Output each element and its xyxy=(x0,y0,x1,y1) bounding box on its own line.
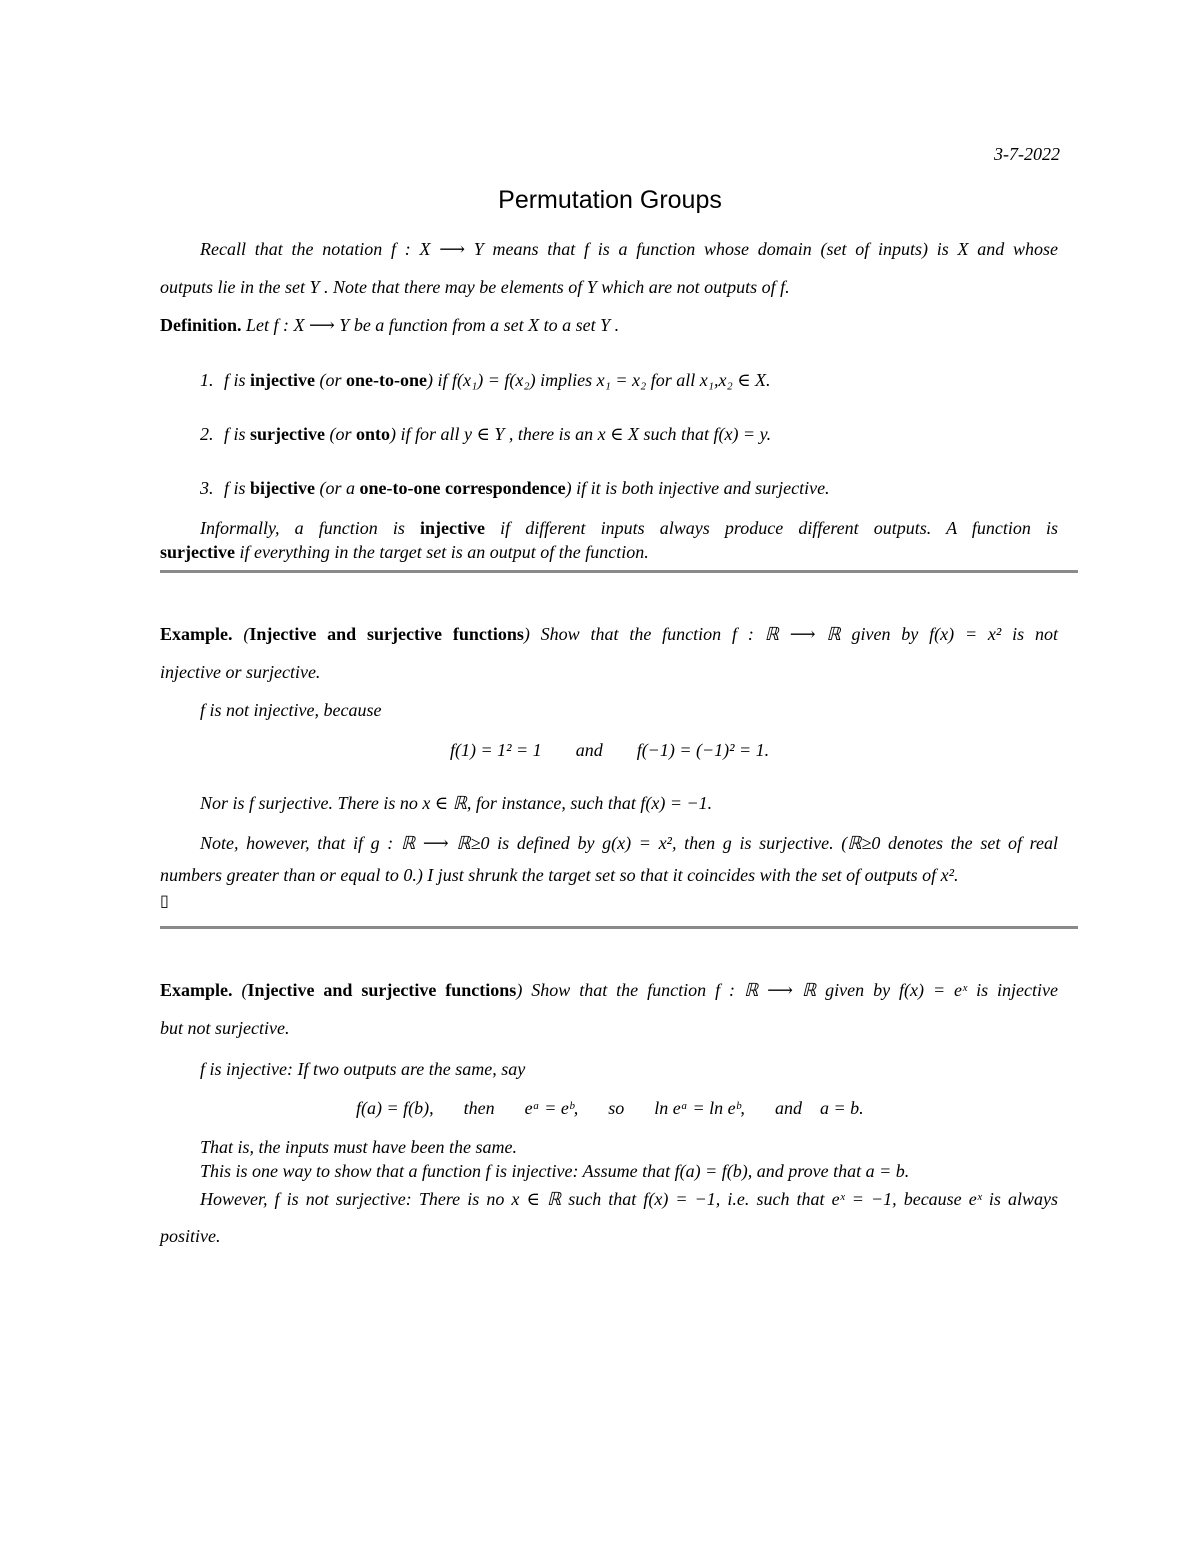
item-term: one-to-one xyxy=(345,370,427,390)
item-text: ) if it is both injective and surjective. xyxy=(565,478,830,498)
equation-part: and xyxy=(575,740,603,760)
item-text: ) if f(x₁) = f(x₂) implies x₁ = x₂ for all x₁,x₂ ∈ X. xyxy=(426,370,771,390)
informal-term: surjective xyxy=(160,542,235,562)
item-text: f is xyxy=(224,370,251,390)
example-text: ( xyxy=(232,624,250,644)
example-text: ) Show that the function f : ℝ ⟶ ℝ given by f(x) = eˣ is injective xyxy=(516,980,1058,1000)
list-item xyxy=(200,369,771,391)
example-1-line-3: f is not injective, because xyxy=(200,700,382,720)
example-1-line-6: Note, however, that if g : ℝ ⟶ ℝ≥0 is defined by g(x) = x², then g is surjective. (ℝ≥0 denotes the set of real xyxy=(200,833,1058,853)
item-number: 1. xyxy=(200,370,214,390)
example-topic: Injective and surjective functions xyxy=(247,980,517,1000)
example-1-line-5: Nor is f surjective. There is no x ∈ ℝ, for instance, such that f(x) = −1. xyxy=(200,793,713,813)
item-text: f is xyxy=(224,478,251,498)
section-divider xyxy=(160,570,1078,573)
definition xyxy=(160,314,619,336)
item-number: 2. xyxy=(200,424,214,444)
item-term: bijective xyxy=(250,478,315,498)
example-1-heading xyxy=(160,623,1058,645)
example-1-line-2: injective or surjective. xyxy=(160,662,321,682)
definition-label: Definition. xyxy=(160,315,242,335)
example-2-line-2: but not surjective. xyxy=(160,1018,290,1038)
equation-part: then xyxy=(463,1098,495,1118)
example-2-line-3: f is injective: If two outputs are the same, say xyxy=(200,1059,526,1079)
page-title: Permutation Groups xyxy=(498,186,722,214)
example-2-line-6: This is one way to show that a function f is injective: Assume that f(a) = f(b), and prove that a = b. xyxy=(200,1161,910,1181)
item-text: ) if for all y ∈ Y , there is an x ∈ X such that f(x) = y. xyxy=(390,424,772,444)
informal-line-1 xyxy=(200,517,1058,539)
example-text: ( xyxy=(232,980,248,1000)
equation-part: a = b. xyxy=(819,1098,864,1118)
equation-part: f(1) = 1² = 1 xyxy=(450,740,542,760)
item-term: one-to-one correspondence xyxy=(359,478,566,498)
example-2-heading xyxy=(160,979,1058,1001)
list-item xyxy=(200,423,771,445)
example-1-line-7: numbers greater than or equal to 0.) I just shrunk the target set so that it coincides with the set of outputs of x². xyxy=(160,865,959,885)
intro-line-1: Recall that the notation f : X ⟶ Y means that f is a function whose domain (set of inputs) is X and whose xyxy=(200,239,1058,259)
informal-text: if different inputs always produce different outputs. A function is xyxy=(484,518,1058,538)
example-1-equation xyxy=(450,739,769,761)
item-text: f is xyxy=(224,424,251,444)
equation-part: and xyxy=(774,1098,802,1118)
example-2-line-7: However, f is not surjective: There is no x ∈ ℝ such that f(x) = −1, i.e. such that eˣ = −1, because eˣ is always xyxy=(200,1189,1058,1209)
section-divider xyxy=(160,926,1078,929)
definition-text: Let f : X ⟶ Y be a function from a set X to a set Y . xyxy=(241,315,620,335)
intro-line-2: outputs lie in the set Y . Note that there may be elements of Y which are not outputs of f. xyxy=(160,277,790,297)
example-text: ) Show that the function f : ℝ ⟶ ℝ given by f(x) = x² is not xyxy=(523,624,1058,644)
example-topic: Injective and surjective functions xyxy=(249,624,524,644)
equation-part: so xyxy=(608,1098,625,1118)
informal-term: injective xyxy=(419,518,485,538)
list-item xyxy=(200,477,830,499)
item-term: injective xyxy=(250,370,315,390)
example-2-line-5: That is, the inputs must have been the same. xyxy=(200,1137,517,1157)
qed-symbol: ▯ xyxy=(160,891,169,910)
equation-part: ln eᵃ = ln eᵇ, xyxy=(654,1098,745,1118)
item-text: (or a xyxy=(314,478,360,498)
example-label: Example. xyxy=(160,624,233,644)
informal-text: if everything in the target set is an output of the function. xyxy=(234,542,649,562)
item-term: surjective xyxy=(250,424,325,444)
equation-part: f(a) = f(b), xyxy=(356,1098,434,1118)
item-text: (or xyxy=(324,424,356,444)
item-text: (or xyxy=(314,370,346,390)
date: 3-7-2022 xyxy=(994,144,1060,164)
item-number: 3. xyxy=(200,478,214,498)
example-2-line-8: positive. xyxy=(160,1226,221,1246)
equation-part: f(−1) = (−1)² = 1. xyxy=(636,740,770,760)
item-term: onto xyxy=(355,424,390,444)
informal-line-2 xyxy=(160,541,649,563)
informal-text: Informally, a function is xyxy=(200,518,420,538)
equation-part: eᵃ = eᵇ, xyxy=(524,1098,579,1118)
example-2-equation xyxy=(356,1097,864,1119)
example-label: Example. xyxy=(160,980,233,1000)
